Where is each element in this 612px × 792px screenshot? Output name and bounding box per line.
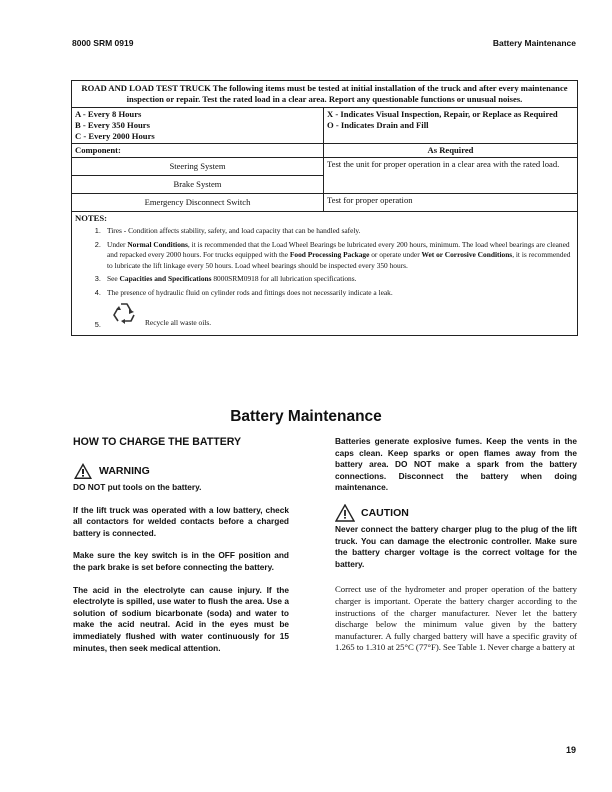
recycle-icon (109, 301, 139, 331)
note-item (103, 274, 574, 285)
component-header: Component: (72, 144, 324, 158)
page-title: Battery Maintenance (230, 408, 382, 425)
interval-b: B - Every 350 Hours (75, 120, 150, 130)
warning-heading (73, 462, 289, 480)
action-cell: Test the unit for proper operation in a clear area with the rated load. (324, 158, 578, 194)
code-legend (324, 108, 578, 144)
caution-label: CAUTION (361, 506, 409, 519)
note-text: Under (107, 239, 128, 249)
warning-label: WARNING (99, 465, 150, 477)
note-item (103, 240, 574, 272)
caution-heading (335, 504, 577, 522)
interval-legend (72, 108, 324, 144)
warning-triangle-icon (73, 462, 93, 480)
caution-text: Never connect the battery charger plug to the plug of the lift truck. You can damage the electronic controller. Make sure the battery charger voltage is the correct voltage for the battery. (335, 523, 577, 569)
table-title: ROAD AND LOAD TEST TRUCK The following items must be tested at initial installation of the truck and after every maintenance inspection or repair. Test the rated load in a clear area. Report any questionable functions or unusual noises. (72, 81, 578, 108)
paragraph: The acid in the electrolyte can cause injury. If the electrolyte is spilled, use water to flush the area. Use a solution of sodium bicarbonate (soda) and water to make the acid neutral. Acid in the eyes must be immediately flushed with water continuously for 15 minutes, then seek medical attention. (73, 584, 289, 653)
header-doc-code: 8000 SRM 0919 (72, 38, 134, 48)
maintenance-table (71, 80, 578, 336)
paragraph: Correct use of the hydrometer and proper operation of the battery charger is important. Operate the battery charger according to the instructions of the charger manufacturer. Never let the battery discharge below the minimum value given by the battery manufacturer. A fully charged battery will have a specific gravity of 1.265 to 1.310 at 25°C (77°F). See Table 1. Never charge a battery at (335, 584, 577, 653)
caution-triangle-icon (335, 504, 355, 522)
note-emphasis: Normal Conditions (127, 239, 188, 249)
note-item (103, 288, 574, 299)
paragraph: If the lift truck was operated with a low battery, check all contactors for welded contacts before a charged battery is connected. (73, 504, 289, 538)
warning-text: DO NOT put tools on the battery. (73, 482, 202, 492)
section-subtitle: HOW TO CHARGE THE BATTERY (73, 436, 242, 448)
action-cell: Test for proper operation (324, 194, 578, 212)
code-o: O - Indicates Drain and Fill (327, 120, 429, 130)
notes-label: NOTES: (75, 213, 107, 223)
as-required-header: As Required (324, 144, 578, 158)
note-item (103, 301, 574, 331)
note-text: 8000SRM0918 for all lubrication specifications. (211, 274, 357, 283)
component-cell: Brake System (72, 176, 324, 194)
note-text: The presence of hydraulic fluid on cylinder rods and fittings does not necessarily indicate a leak. (107, 287, 393, 297)
note-text: , it is recommended to lubricate the lift linkage every 50 hours. Load wheel bearings should be inspected every 350 hours. (107, 250, 571, 270)
paragraph: Make sure the key switch is in the OFF position and the park brake is set before connecting the battery. (73, 550, 289, 572)
left-column (73, 436, 289, 665)
notes-list (75, 226, 574, 331)
right-column (335, 436, 577, 654)
recycle-text: 5. Recycle all waste oils. (145, 318, 212, 327)
component-cell: Emergency Disconnect Switch (72, 194, 324, 212)
paragraph: Batteries generate explosive fumes. Keep the vents in the caps clean. Keep sparks or open flames away from the battery area. DO NOT make a spark from the battery connections. Disconnect the battery when doing maintenance. (335, 436, 577, 493)
recycle-row (109, 301, 574, 331)
table-row (72, 194, 578, 212)
note-text: , it is recommended that the Load Wheel Bearings be lubricated every 200 hours, minimum. The load wheel bearings are cleaned and repacked every 2000 hours. For trucks equipped with the (107, 239, 570, 259)
note-text: See (107, 274, 120, 283)
interval-a: A - Every 8 Hours (75, 109, 142, 119)
code-x: X - Indicates Visual Inspection, Repair, or Replace as Required (327, 109, 558, 119)
note-text: Tires - Condition affects stability, safety, and load capacity that can be handled safely. (107, 226, 361, 235)
note-emphasis: Wet or Corrosive Conditions (421, 250, 513, 259)
component-cell: Steering System (72, 158, 324, 176)
page-number: 19 (565, 745, 576, 755)
header-section-title: Battery Maintenance (492, 38, 576, 48)
notes-cell (72, 212, 578, 336)
note-text: or operate under (369, 250, 422, 259)
note-emphasis: Capacities and Specifications (119, 274, 212, 283)
note-emphasis: Food Processing Package (289, 250, 370, 259)
note-item (103, 226, 574, 237)
table-row (72, 158, 578, 176)
interval-c: C - Every 2000 Hours (75, 131, 155, 141)
